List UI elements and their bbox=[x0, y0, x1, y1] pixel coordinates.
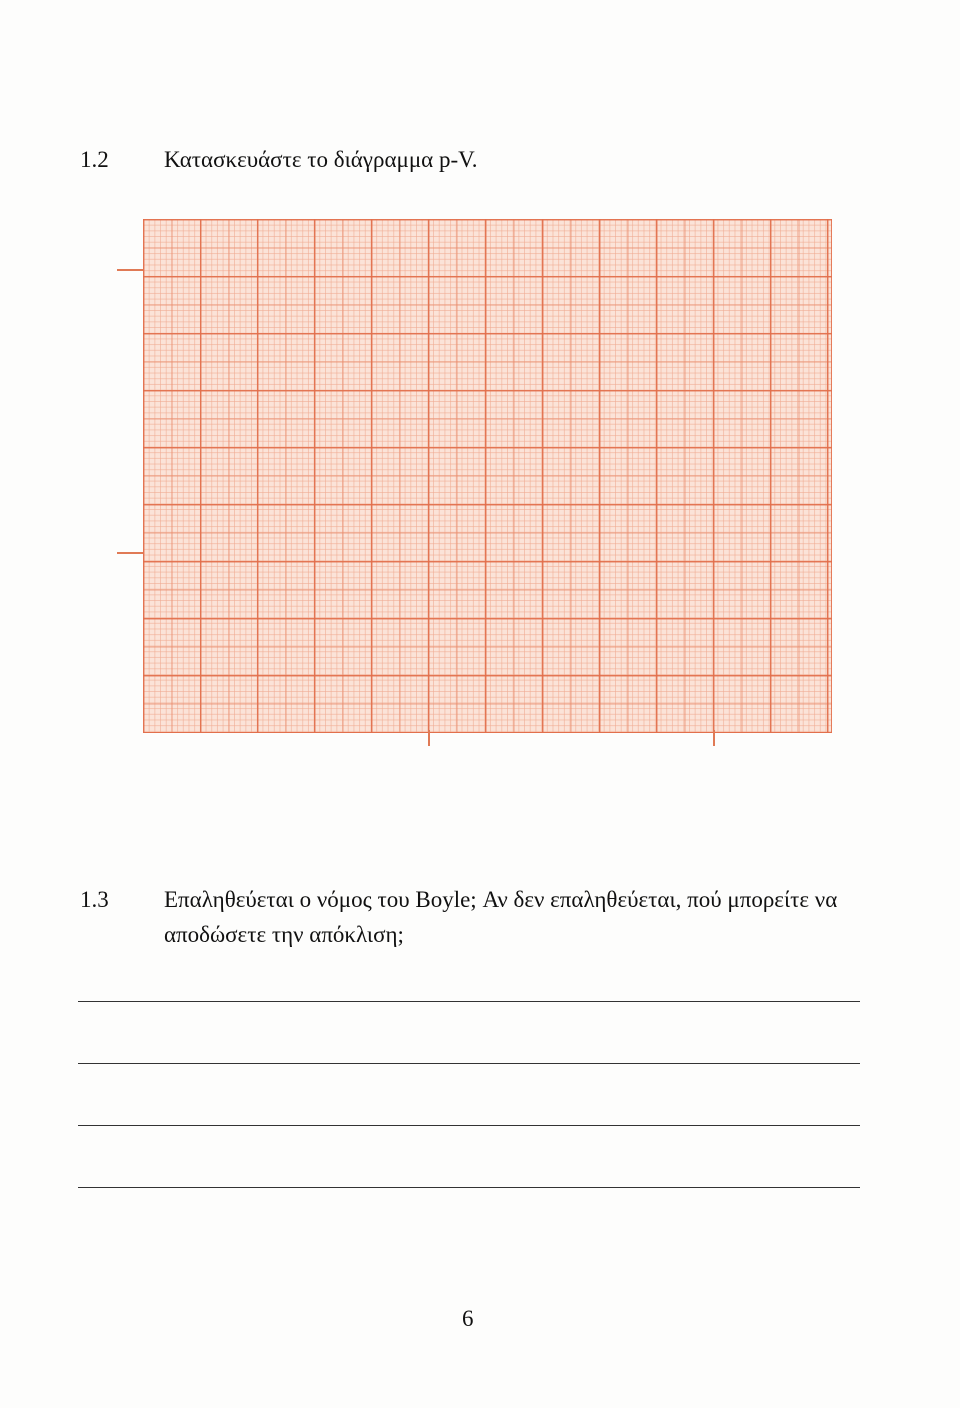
question-number-1-2: 1.2 bbox=[80, 147, 109, 172]
answer-line[interactable] bbox=[78, 1187, 860, 1188]
question-text-1-3-line-2: αποδώσετε την απόκλιση; bbox=[164, 922, 404, 947]
graph-paper-grid[interactable] bbox=[143, 219, 832, 733]
graph-left-tick-middle bbox=[117, 552, 145, 554]
question-number-1-3: 1.3 bbox=[80, 887, 109, 912]
answer-line[interactable] bbox=[78, 1125, 860, 1126]
answer-line[interactable] bbox=[78, 1001, 860, 1002]
question-text-1-2: Κατασκευάστε το διάγραμμα p-V. bbox=[164, 147, 478, 172]
question-text-1-3-line-1: Επαληθεύεται ο νόμος του Boyle; Αν δεν επαληθεύεται, πού μπορείτε να bbox=[164, 887, 838, 912]
graph-left-tick-top bbox=[117, 269, 145, 271]
answer-line[interactable] bbox=[78, 1063, 860, 1064]
graph-bottom-tick-1 bbox=[428, 730, 430, 746]
graph-bottom-tick-2 bbox=[713, 730, 715, 746]
page-number: 6 bbox=[462, 1306, 474, 1331]
